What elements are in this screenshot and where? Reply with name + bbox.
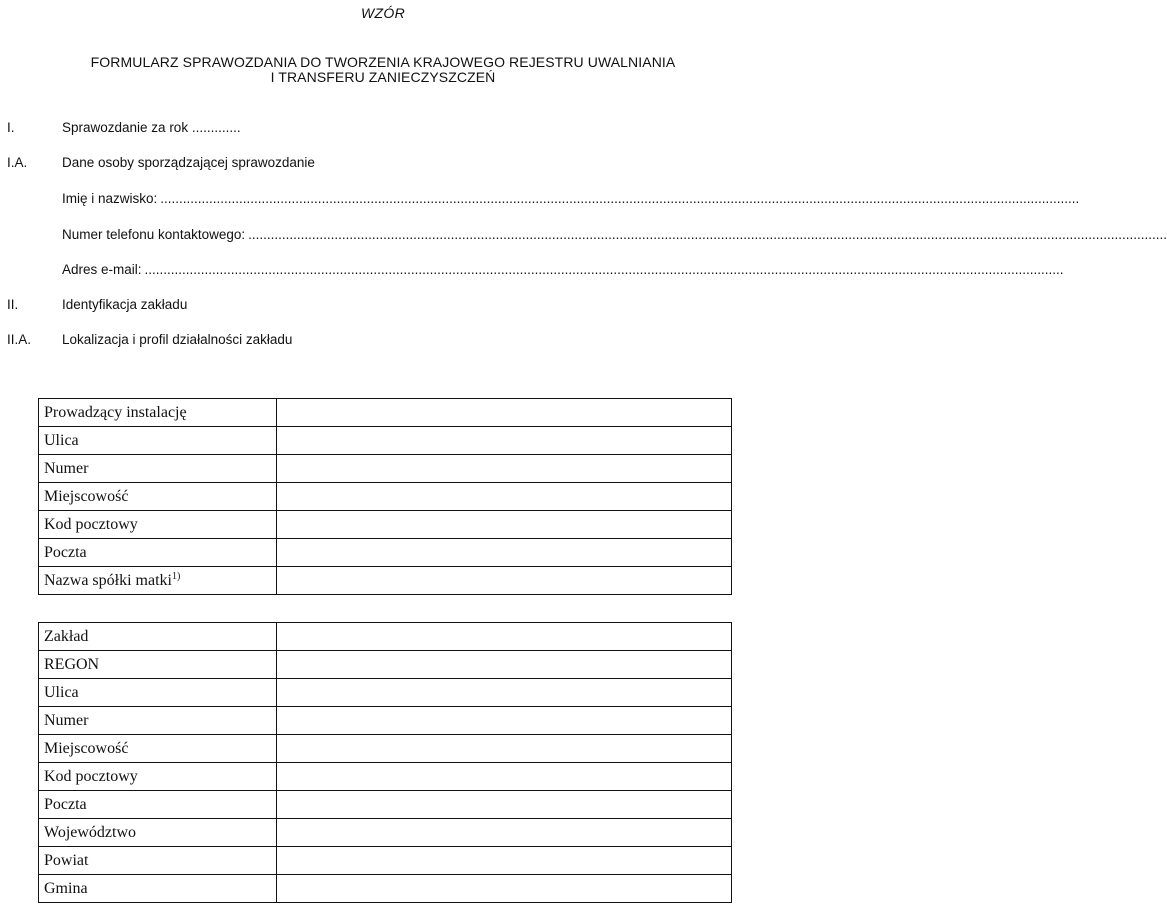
section-number: II. xyxy=(7,297,19,312)
table-row xyxy=(39,483,732,511)
phone-label: Numer telefonu kontaktowego: xyxy=(62,227,246,242)
section-heading: Lokalizacja i profil działalności zakładu xyxy=(62,332,293,347)
section-heading: Identyfikacja zakładu xyxy=(62,297,188,312)
form-title-line-1: FORMULARZ SPRAWOZDANIA DO TWORZENIA KRAJOWEGO REJESTRU UWALNIANIA xyxy=(90,54,676,70)
row-label: Ulica xyxy=(39,427,277,455)
row-value-cell[interactable] xyxy=(277,539,732,567)
template-label: WZÓR xyxy=(361,5,405,21)
report-year-line[interactable]: Sprawozdanie za rok ............. xyxy=(62,120,241,135)
section-i-a xyxy=(0,154,758,172)
row-value-cell[interactable] xyxy=(277,623,732,651)
table-row xyxy=(39,651,732,679)
row-label: Kod pocztowy xyxy=(39,511,277,539)
facility-table xyxy=(38,622,732,903)
row-label: Numer xyxy=(39,707,277,735)
table-row xyxy=(39,679,732,707)
table-row xyxy=(39,399,732,427)
phone-fill-line[interactable]: ..................................................................................................................................................................................................................................................... xyxy=(248,227,1167,242)
table-row xyxy=(39,511,732,539)
row-value-cell[interactable] xyxy=(277,847,732,875)
form-title-line-2: I TRANSFERU ZANIECZYSZCZEŃ xyxy=(270,69,496,85)
row-value-cell[interactable] xyxy=(277,735,732,763)
table-row xyxy=(39,455,732,483)
row-value-cell[interactable] xyxy=(277,763,732,791)
name-field[interactable] xyxy=(0,190,1080,208)
row-label: Ulica xyxy=(39,679,277,707)
row-label: Numer xyxy=(39,455,277,483)
section-number: I. xyxy=(7,120,15,135)
table-row xyxy=(39,875,732,903)
row-value-cell[interactable] xyxy=(277,483,732,511)
section-i xyxy=(0,119,758,137)
section-ii xyxy=(0,296,758,314)
row-value-cell[interactable] xyxy=(277,791,732,819)
row-label: REGON xyxy=(39,651,277,679)
row-label: Gmina xyxy=(39,875,277,903)
row-value-cell[interactable] xyxy=(277,679,732,707)
email-label: Adres e-mail: xyxy=(62,262,142,277)
row-label: Zakład xyxy=(39,623,277,651)
row-value-cell[interactable] xyxy=(277,875,732,903)
operator-table xyxy=(38,398,732,595)
name-fill-line[interactable]: ..................................................................................................................................................................................................................................................... xyxy=(160,191,1080,206)
table-row xyxy=(39,791,732,819)
row-label: Prowadzący instalację xyxy=(39,399,277,427)
email-fill-line[interactable]: ..................................................................................................................................................................................................................................................... xyxy=(144,262,1064,277)
row-value-cell[interactable] xyxy=(277,707,732,735)
table-row xyxy=(39,567,732,595)
email-field[interactable] xyxy=(0,261,1064,279)
row-value-cell[interactable] xyxy=(277,819,732,847)
section-number: I.A. xyxy=(7,155,28,170)
table-row xyxy=(39,735,732,763)
section-heading: Dane osoby sporządzającej sprawozdanie xyxy=(62,155,315,170)
row-label: Miejscowość xyxy=(39,735,277,763)
row-label: Kod pocztowy xyxy=(39,763,277,791)
row-label: Miejscowość xyxy=(39,483,277,511)
table-row xyxy=(39,623,732,651)
parent-company-label: Nazwa spółki matki xyxy=(44,571,172,589)
phone-field[interactable] xyxy=(0,226,1167,244)
row-label: Powiat xyxy=(39,847,277,875)
section-number: II.A. xyxy=(7,332,32,347)
row-label: Poczta xyxy=(39,791,277,819)
table-row xyxy=(39,539,732,567)
footnote-marker: 1) xyxy=(171,570,181,582)
table-row xyxy=(39,819,732,847)
row-label: Województwo xyxy=(39,819,277,847)
table-row xyxy=(39,707,732,735)
row-value-cell[interactable] xyxy=(277,427,732,455)
table-row xyxy=(39,763,732,791)
name-label: Imię i nazwisko: xyxy=(62,191,158,206)
row-value-cell[interactable] xyxy=(277,399,732,427)
row-value-cell[interactable] xyxy=(277,651,732,679)
table-row xyxy=(39,847,732,875)
section-ii-a xyxy=(0,331,758,349)
table-row xyxy=(39,427,732,455)
form-title xyxy=(0,55,766,85)
row-value-cell[interactable] xyxy=(277,511,732,539)
row-label xyxy=(39,567,277,595)
row-label: Poczta xyxy=(39,539,277,567)
row-value-cell[interactable] xyxy=(277,455,732,483)
row-value-cell[interactable] xyxy=(277,567,732,595)
